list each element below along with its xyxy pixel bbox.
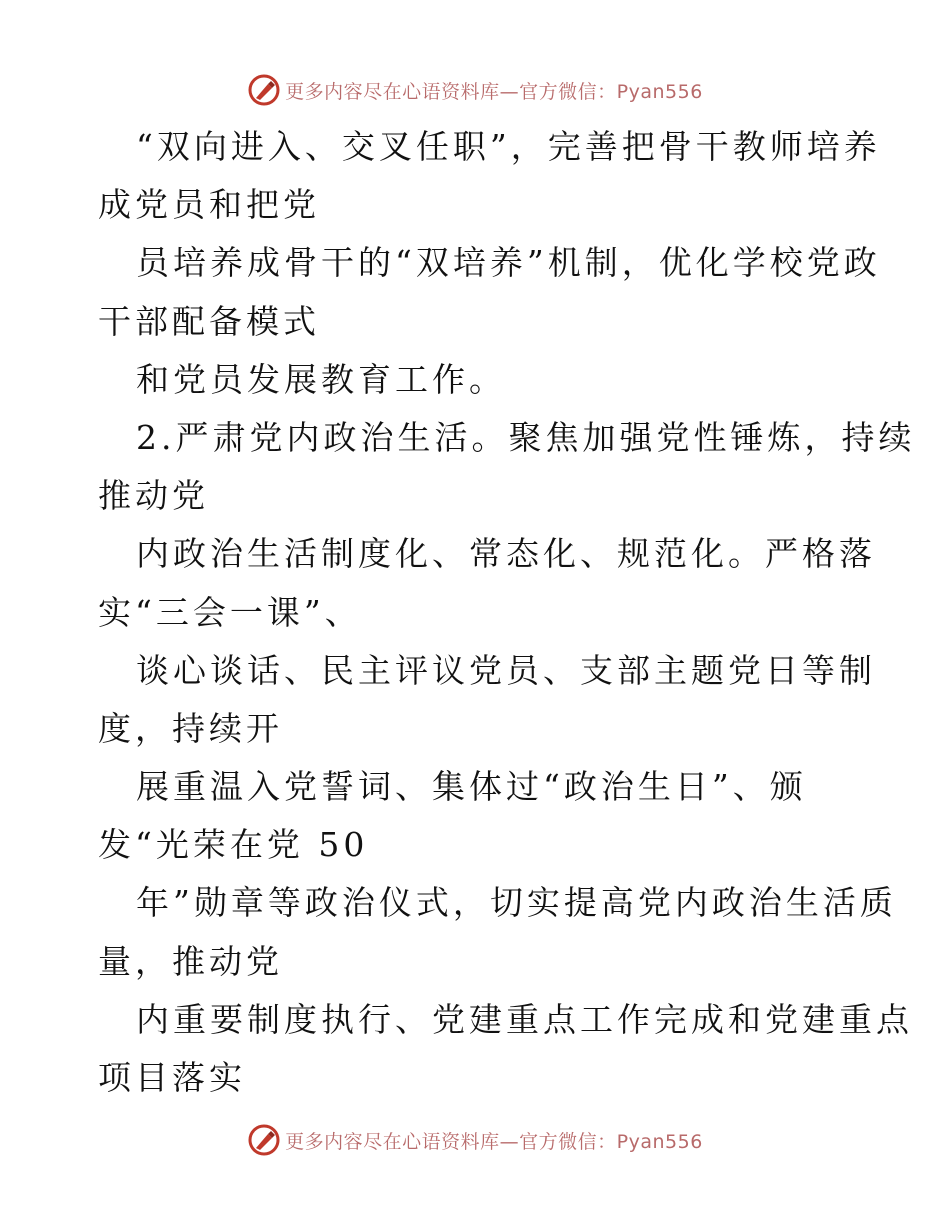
- document-body: [98, 118, 916, 1107]
- text-line: 员培养成骨干的“双培养”机制，优化学校党政: [136, 243, 881, 283]
- banner-text: 更多内容尽在心语资料库—官方微信：Pyan556: [285, 1130, 703, 1153]
- text-line: 展重温入党誓词、集体过“政治生日”、颁: [136, 767, 807, 807]
- pen-logo-icon: [247, 1123, 281, 1157]
- text-line: 和党员发展教育工作。: [136, 359, 506, 399]
- text-line: 实“三会一课”、: [98, 592, 362, 632]
- pen-logo-icon: [247, 73, 281, 107]
- text-line: 内政治生活制度化、常态化、规范化。严格落: [136, 534, 876, 574]
- text-line: 2.严肃党内政治生活。聚焦加强党性锤炼，持续: [136, 417, 916, 457]
- text-line: 内重要制度执行、党建重点工作完成和党建重点: [136, 999, 913, 1039]
- footer-banner: [0, 1120, 950, 1160]
- text-line: 成党员和把党: [98, 185, 320, 225]
- text-line: 年”勋章等政治仪式，切实提高党内政治生活质: [136, 883, 897, 923]
- header-banner: [0, 70, 950, 110]
- text-line: 项目落实: [98, 1058, 246, 1097]
- text-line: 干部配备模式: [98, 301, 320, 341]
- banner-text: 更多内容尽在心语资料库—官方微信：Pyan556: [285, 80, 703, 103]
- text-line: 量，推动党: [98, 941, 283, 981]
- text-line: 推动党: [98, 476, 209, 516]
- text-line: 发“光荣在党 50: [98, 825, 369, 865]
- text-line: “双向进入、交叉任职”，完善把骨干教师培养: [136, 127, 881, 166]
- text-line: 度，持续开: [98, 708, 283, 748]
- text-line: 谈心谈话、民主评议党员、支部主题党日等制: [136, 650, 876, 690]
